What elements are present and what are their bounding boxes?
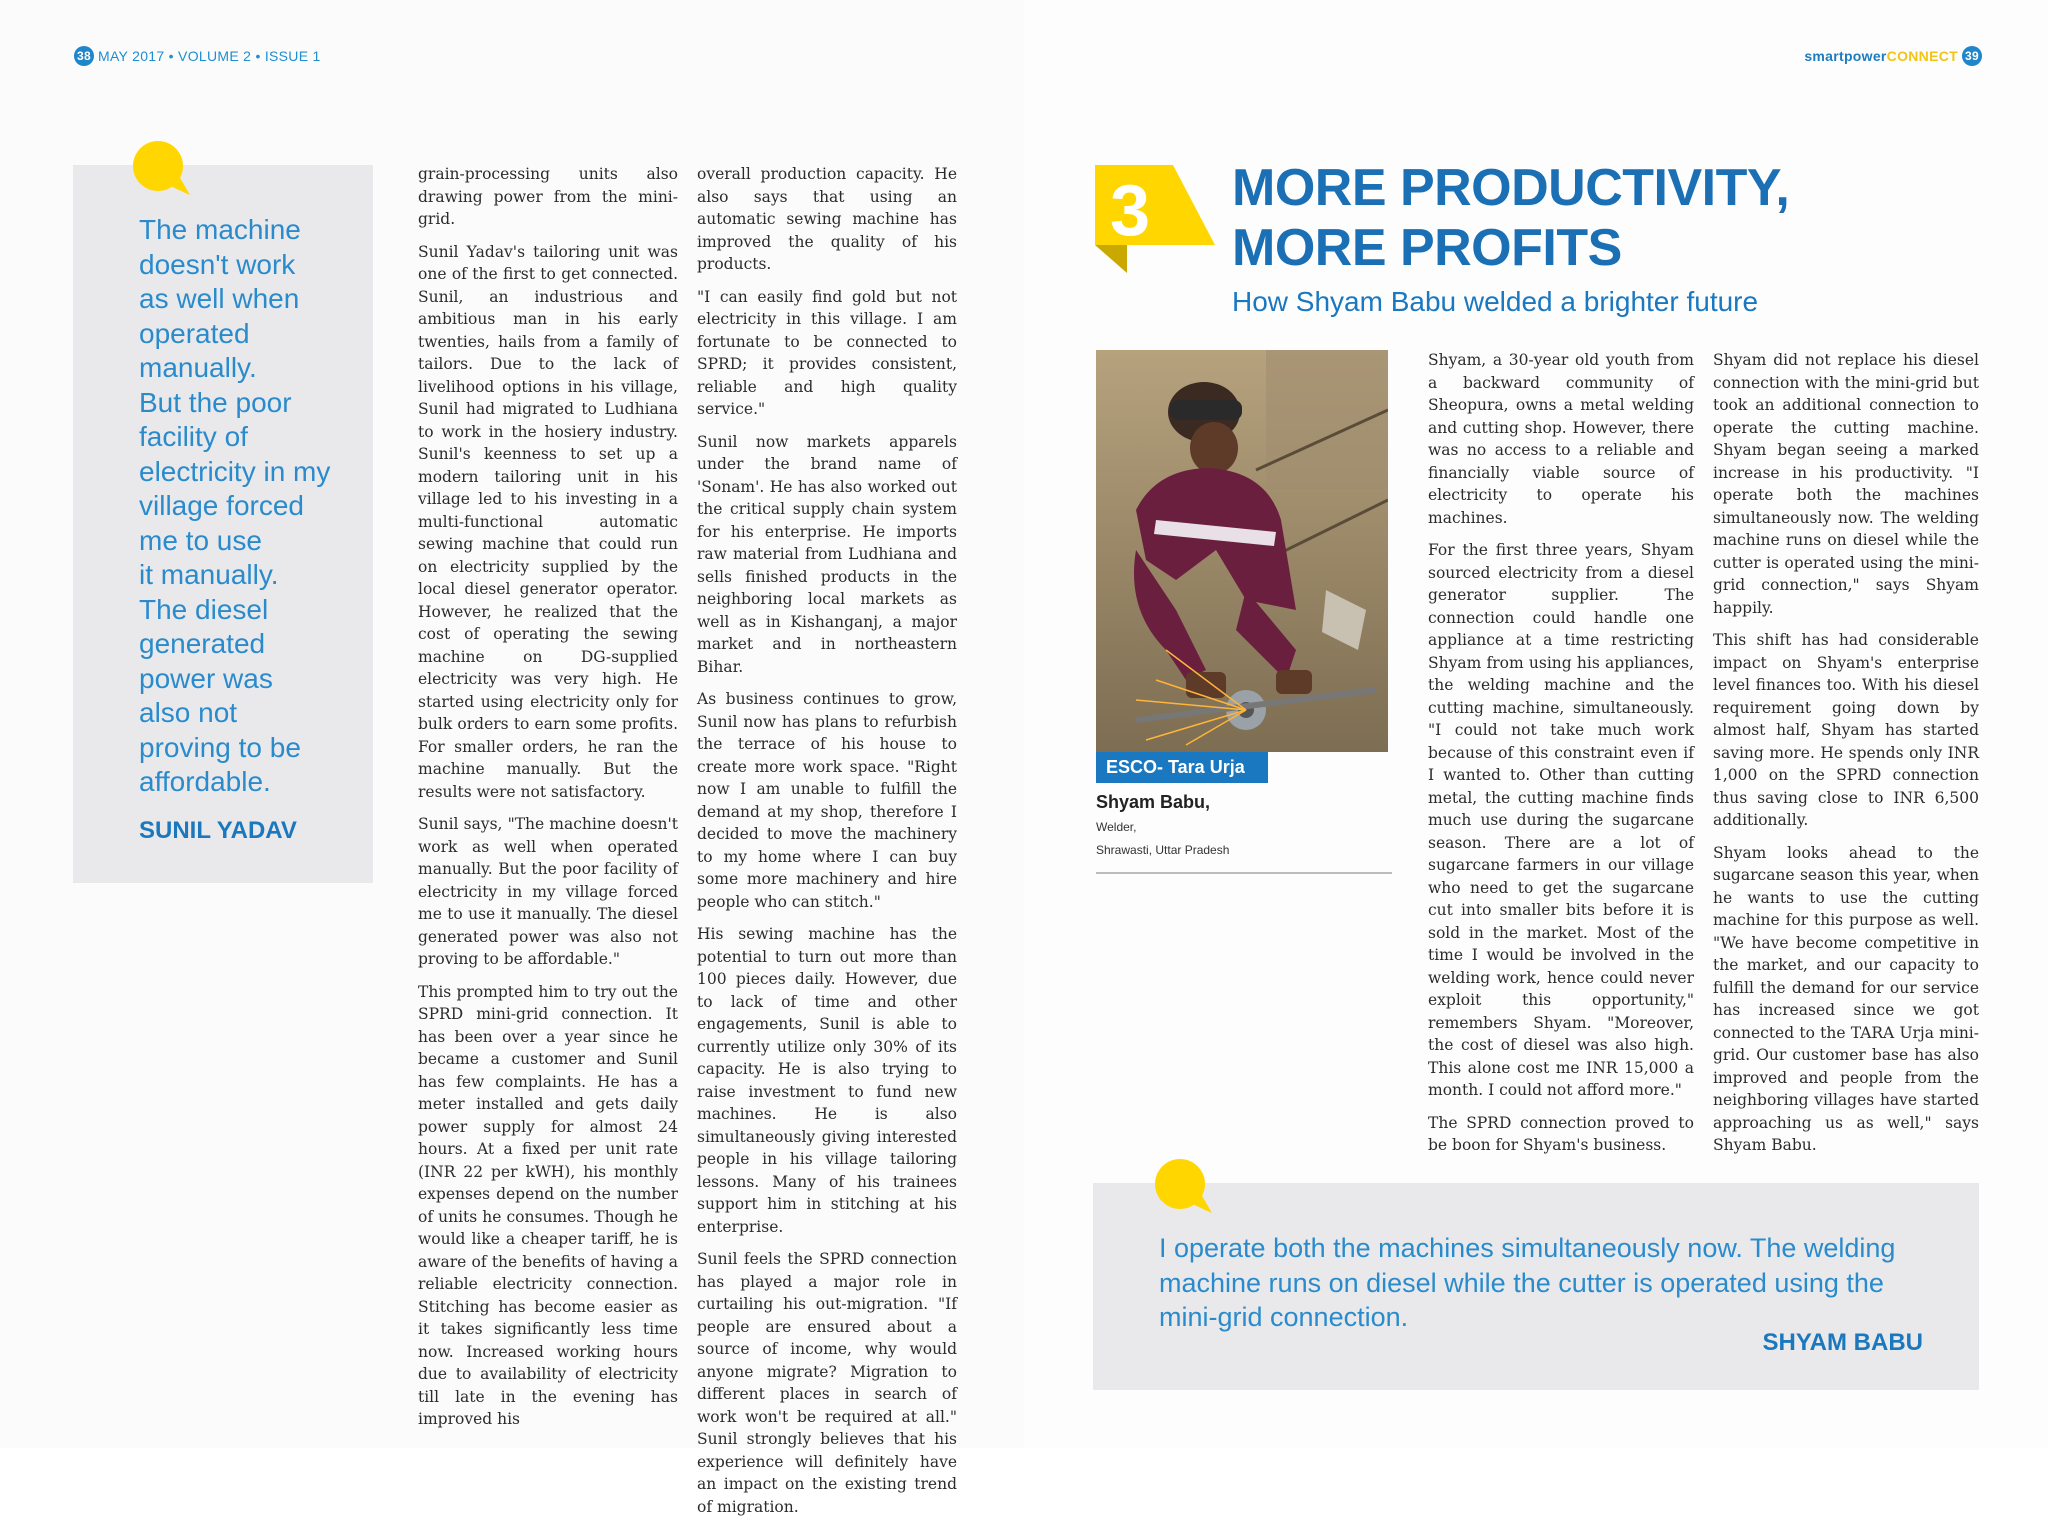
- paragraph: As business continues to grow, Sunil now has plans to refurbish the terrace of his house to create more work space. "Right now I am unable to fulfill the demand at my shop, therefore I decided to move the machinery to my home where I can buy some more machinery and hire people who can stitch.": [697, 690, 957, 911]
- quote-line: also not: [139, 697, 238, 728]
- paragraph: The SPRD connection proved to be boon for Shyam's business.: [1428, 1113, 1694, 1154]
- issue-info: MAY 2017 • VOLUME 2 • ISSUE 1: [98, 48, 321, 64]
- quote-line: it manually.: [139, 559, 279, 590]
- welder-photo: [1096, 350, 1388, 752]
- paragraph: Shyam, a 30-year old youth from a backward community of Sheopura, owns a metal welding and cutting shop. However, there was no access to a reliable and financially viable source of electricity to operate his machines.: [1428, 351, 1694, 527]
- quote-line: But the poor: [139, 386, 292, 418]
- quote-line: doesn't work: [139, 248, 296, 280]
- quote-line: electricity in my: [139, 455, 331, 487]
- paragraph: "I can easily find gold but not electricity in this village. I am fortunate to be connected to SPRD; it provides consistent, reliable and high quality service.": [697, 287, 957, 418]
- pull-quote-author: SUNIL YADAV: [139, 817, 297, 844]
- pull-quote-shyam: [1093, 1183, 1979, 1390]
- left-page-header: [74, 46, 321, 66]
- quote-line: affordable.: [139, 766, 271, 797]
- right-page-header: [1804, 46, 1982, 66]
- article-column-4: [1713, 349, 1979, 1167]
- paragraph: His sewing machine has the potential to turn out more than 100 pieces daily. However, due to lack of time and other engagements, Sunil is able to currently utilize only 30% of its capacity. He is also trying to raise investment to fund new machines. He is also simultaneously giving interested people in his village tailoring lessons. Many of his trainees support him in stitching at his enterprise.: [697, 925, 957, 1236]
- section-number: 3: [1110, 171, 1151, 251]
- quote-line: facility of: [139, 421, 248, 452]
- article-column-2: [697, 163, 957, 1528]
- speech-bubble-icon: [133, 141, 183, 191]
- quote-line: power was: [139, 662, 273, 694]
- paragraph: Shyam looks ahead to the sugarcane season this year, when he wants to use the cutting machine for this purpose as well. "We have become competitive in the market, and our capacity to fulfill the demand for our service has increased since we got connected to the TARA Urja mini-grid. Our customer base has also improved and people from the neighboring villages have started approaching us as well," says Shyam Babu.: [1713, 843, 1979, 1154]
- quote-line: as well when: [139, 283, 300, 314]
- article-column-3: [1428, 349, 1694, 1167]
- caption-divider: [1096, 872, 1392, 874]
- paragraph: Sunil says, "The machine doesn't work as well when operated manually. But the poor facility of electricity in my village forced me to use it manually. The diesel generated power was also not proving to be affordable.": [418, 815, 678, 968]
- left-page-number: 38: [74, 46, 94, 66]
- paragraph: Sunil feels the SPRD connection has played a major role in curtailing his out-migration. "If people are ensured about a source of income, why would anyone migrate? Migration to different places in search of work won't be required at all." Sunil strongly believes that his experience will definitely have an impact on the existing trend of migration.: [697, 1250, 957, 1516]
- paragraph: Sunil now markets apparels under the brand name of 'Sonam'. He has also worked out the critical supply chain system for his enterprise. He imports raw material from Ludhiana and sells finished products in the neighboring local markets as well as in Kishanganj, a major market and in northeastern Bihar.: [697, 432, 957, 676]
- pull-quote-author: SHYAM BABU: [1762, 1329, 1923, 1356]
- paragraph: For the first three years, Shyam sourced electricity from a diesel generator supplier. The connection could handle one appliance at a time restricting Shyam from using his appliances, the welding machine and the cutting machine, simultaneously. "I could not take much work because of this constraint even if I wanted to. Other than cutting metal, the cutting machine finds much use during the sugarcane season. There are a lot of sugarcane farmers in our village who need to get the sugarcane cut into smaller bits before it is sold in the market. Most of the time I would be involved in the welding work, hence could never exploit this opportunity," remembers Shyam. "Moreover, the cost of diesel was also high. This alone cost me INR 15,000 a month. I could not afford more.": [1428, 541, 1694, 1099]
- article-title: [1232, 158, 1789, 278]
- title-line: MORE PRODUCTIVITY,: [1232, 159, 1790, 217]
- caption-name: Shyam Babu,: [1096, 792, 1211, 812]
- pull-quote-text: [139, 213, 364, 800]
- title-line: MORE PROFITS: [1232, 219, 1622, 277]
- speech-bubble-icon: [1155, 1159, 1205, 1209]
- paragraph: Sunil Yadav's tailoring unit was one of the first to get connected. Sunil, an industrious and ambitious man in his early twenties, hails from a family of tailors. Due to the lack of livelihood options in his village, Sunil had migrated to Ludhiana to work in the hosiery industry. Sunil's keenness to set up a modern tailoring unit in his village led to his investing in a multi-functional automatic sewing machine that could run on electricity supplied by the local diesel generator operator. However, he realized that the cost of operating the sewing machine on DG-supplied electricity was very high. He started using electricity only for bulk orders to earn some profits. For smaller orders, he ran the machine manually. But the results were not satisfactory.: [418, 242, 678, 801]
- quote-line: manually.: [139, 352, 257, 383]
- quote-line: generated: [139, 628, 266, 659]
- pull-quote-sunil: [73, 165, 373, 883]
- quote-line: The machine: [139, 214, 301, 245]
- quote-line: operated: [139, 317, 250, 349]
- quote-line: The diesel: [139, 593, 269, 625]
- article-column-1: [418, 163, 678, 1441]
- paragraph: This prompted him to try out the SPRD mini-grid connection. It has been over a year since he became a customer and Sunil has few complaints. He has a meter installed and gets daily power supply for almost 24 hours. At a fixed per unit rate (INR 22 per kWH), his monthly expenses depend on the number of units he consumes. Though he would like a cheaper tariff, he is aware of the benefits of having a reliable electricity connection. Stitching has become easier as it takes significantly less time now. Increased working hours due to availability of electricity till late in the evening has improved his: [418, 982, 678, 1428]
- right-page-number: 39: [1962, 46, 1982, 66]
- caption-location: Shrawasti, Uttar Pradesh: [1096, 843, 1230, 857]
- paragraph: This shift has had considerable impact on Shyam's enterprise level finances too. With his diesel requirement going down by almost half, Shyam has started saving more. He spends only INR 1,000 on the SPRD connection thus saving close to INR 6,500 additionally.: [1713, 631, 1979, 829]
- paragraph: overall production capacity. He also says that using an automatic sewing machine has improved the quality of his products.: [697, 165, 957, 273]
- welder-illustration: [1096, 350, 1388, 752]
- paragraph: Shyam did not replace his diesel connection with the mini-grid but took an additional connection to operate the cutting machine. Shyam began seeing a marked increase in his productivity. "I operate both the machines simultaneously now. The welding machine runs on diesel while the cutter is operated using the mini-grid connection," says Shyam happily.: [1713, 351, 1979, 617]
- photo-tag: ESCO- Tara Urja: [1096, 752, 1268, 783]
- article-subtitle: How Shyam Babu welded a brighter future: [1232, 286, 1759, 317]
- pull-quote-text: I operate both the machines simultaneously now. The welding machine runs on diesel while the cutter is operated using the mini-grid connection.: [1159, 1233, 1896, 1332]
- quote-line: proving to be: [139, 731, 301, 763]
- quote-line: me to use: [139, 524, 262, 556]
- caption-role: Welder,: [1096, 820, 1137, 834]
- brand-logo: smartpowerCONNECT: [1804, 48, 1958, 64]
- quote-line: village forced: [139, 490, 304, 521]
- paragraph: grain-processing units also drawing power from the mini-grid.: [418, 165, 678, 228]
